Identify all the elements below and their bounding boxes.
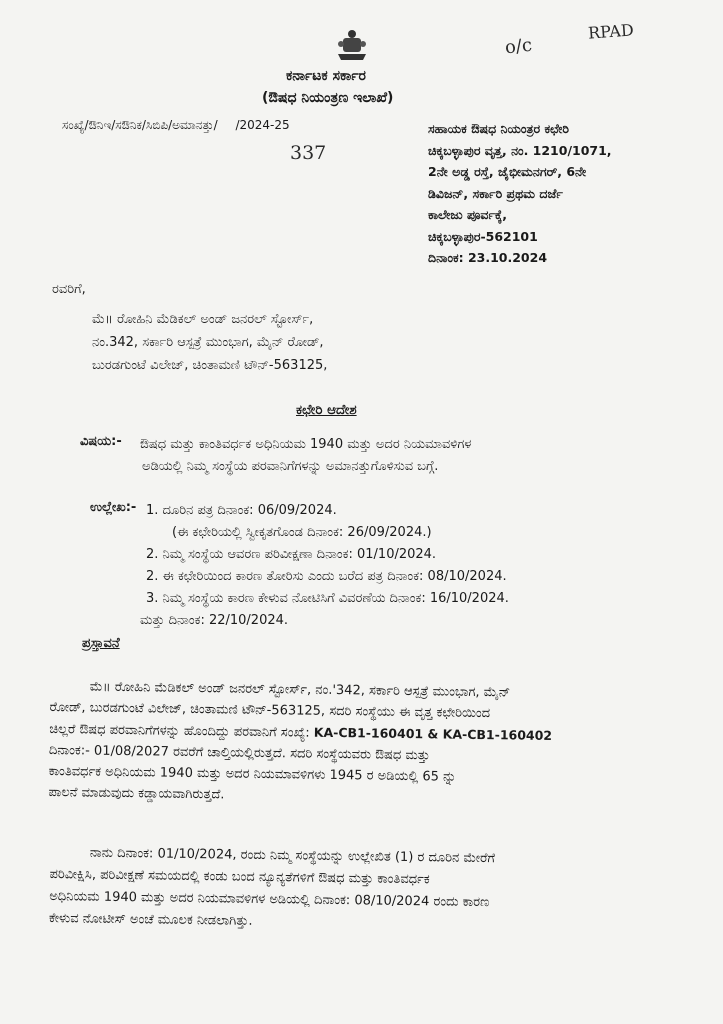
license-line-prefix: ಚಿಲ್ಲರೆ ಔಷಧ ಪರವಾನಿಗೆಗಳನ್ನು ಹೊಂದಿದ್ದು ಪರವಾನಿಗೆ ಸಂಖ್ಯೆ: (49, 721, 310, 741)
reference-item: 2. ನಿಮ್ಮ ಸಂಸ್ಥೆಯ ಆವರಣ ಪರಿವೀಕ್ಷಣಾ ದಿನಾಂಕ: 01/10/2024. (146, 547, 437, 562)
preamble-heading: ಪ್ರಸ್ತಾವನೆ (82, 636, 120, 651)
order-title: ಕಛೇರಿ ಆದೇಶ (296, 402, 357, 418)
handwritten-oc: o/c (503, 34, 534, 59)
address-line: ಸಹಾಯಕ ಔಷಧ ನಿಯಂತ್ರರ ಕಛೇರಿ (428, 121, 570, 136)
recipient-address (92, 308, 327, 377)
paragraph-line: ರೋಡ್, ಬುರಡಗುಂಟೆ ವಿಲೇಜ್, ಚಿಂತಾಮಣಿ ಟೌನ್-563125, ಸದರಿ ಸಂಸ್ಥೆಯು ಈ ವೃತ್ತ ಕಛೇರಿಯಿಂದ (49, 699, 491, 722)
reference-item: (ಈ ಕಛೇರಿಯಲ್ಲಿ ಸ್ವೀಕೃತಗೊಂಡ ದಿನಾಂಕ: 26/09/2024.) (172, 525, 432, 540)
subject-line: ಔಷಧ ಮತ್ತು ಕಾಂತಿವರ್ಧಕ ಅಧಿನಿಯಮ 1940 ಮತ್ತು ಅದರ ನಿಯಮಾವಳಿಗಳ (140, 437, 472, 452)
reference-item: 3. ನಿಮ್ಮ ಸಂಸ್ಥೆಯ ಕಾರಣ ಕೇಳುವ ನೋಟಿಸಿಗೆ ವಿವರಣೆಯ ದಿನಾಂಕ: 16/10/2024. (146, 591, 509, 606)
paragraph-line: ಕಾಂತಿವರ್ಧಕ ಅಧಿನಿಯಮ 1940 ಮತ್ತು ಅದರ ನಿಯಮಾವಳಿಗಳು 1945 ರ ಅಡಿಯಲ್ಲಿ 65 ನ್ನು (48, 763, 457, 785)
reference-item: 2. ಈ ಕಛೇರಿಯಿಂದ ಕಾರಣ ತೋರಿಸು ಎಂದು ಬರೆದ ಪತ್ರ ದಿನಾಂಕ: 08/10/2024. (146, 569, 507, 584)
paragraph-line: ಪರಿವೀಕ್ಷಿಸಿ, ಪರಿವೀಕ್ಷಣೆ ಸಮಯದಲ್ಲಿ ಕಂಡು ಬಂದ ನ್ಯೂನ್ಯತೆಗಳಿಗೆ ಔಷಧ ಮತ್ತು ಕಾಂತಿವರ್ಧಕ (49, 866, 430, 888)
reference-prefix: ಸಂಖ್ಯೆ/ಔನಿಇ/ಸಔನಿಕ/ಸಿಬಿಪಿ/ಅಮಾನತ್ತು/ (62, 118, 218, 132)
handwritten-rpad: RPAD (587, 20, 635, 43)
address-line: ಚಿಕ್ಕಬಳ್ಳಾಪುರ-562101 (428, 228, 538, 244)
reference-list (140, 500, 509, 632)
address-line: ಡಿವಿಜನ್, ಸರ್ಕಾರಿ ಪ್ರಥಮ ದರ್ಜೆ (428, 185, 563, 201)
government-title: ಕರ್ನಾಟಕ ಸರ್ಕಾರ (286, 68, 366, 84)
paragraph-line: ಮೆ॥ ರೋಹಿನಿ ಮೆಡಿಕಲ್ ಅಂಡ್ ಜನರಲ್ ಸ್ಟೋರ್ಸ್, ನಂ.'342, ಸರ್ಕಾರಿ ಆಸ್ಪತ್ರೆ ಮುಂಭಾಗ, ಮೈನ್ (89, 679, 511, 701)
letter-date: ದಿನಾಂಕ: 23.10.2024 (428, 250, 548, 265)
state-emblem-icon (334, 28, 370, 62)
inspection-paragraph (49, 842, 495, 936)
reference-label: ಉಲ್ಲೇಖ:- (90, 500, 137, 515)
handwritten-number: 337 (290, 142, 327, 164)
recipient-line: ಬುರಡಗುಂಟೆ ವಿಲೇಜ್, ಚಿಂತಾಮಣಿ ಟೌನ್-563125, (92, 358, 328, 373)
subject-text (140, 434, 471, 478)
paragraph-line: ಪಾಲನೆ ಮಾಡುವುದು ಕಡ್ಡಾಯವಾಗಿರುತ್ತದೆ. (48, 784, 225, 803)
reference-item: 1. ದೂರಿನ ಪತ್ರ ದಿನಾಂಕ: 06/09/2024. (146, 503, 337, 518)
license-numbers: KA-CB1-160401 & KA-CB1-160402 (313, 724, 553, 744)
paragraph-line: ಅಧಿನಿಯಮ 1940 ಮತ್ತು ಅದರ ನಿಯಮಾವಳಿಗಳ ಅಡಿಯಲ್ಲಿ ದಿನಾಂಕ: 08/10/2024 ರಂದು ಕಾರಣ (49, 888, 490, 911)
reference-number (62, 118, 290, 133)
reference-year: /2024-25 (235, 118, 290, 132)
paragraph-line: ದಿನಾಂಕ:- 01/08/2027 ರವರೆಗೆ ಚಾಲ್ತಿಯಲ್ಲಿರುತ್ತದೆ. ಸದರಿ ಸಂಸ್ಥೆಯವರು ಔಷಧ ಮತ್ತು (48, 742, 431, 764)
reference-item: ಮತ್ತು ದಿನಾಂಕ: 22/10/2024. (140, 613, 289, 628)
preamble-paragraph (48, 676, 553, 810)
address-line: 2ನೇ ಅಡ್ಡ ರಸ್ತೆ, ಜೈಭೀಮನಗರ್, 6ನೇ (428, 164, 587, 179)
paragraph-line: ನಾನು ದಿನಾಂಕ: 01/10/2024, ರಂದು ನಿಮ್ಮ ಸಂಸ್ಥೆಯನ್ನು ಉಲ್ಲೇಖಿತ (1) ರ ದೂರಿನ ಮೇರೆಗೆ (89, 845, 496, 867)
subject-line: ಅಡಿಯಲ್ಲಿ ನಿಮ್ಮ ಸಂಸ್ಥೆಯ ಪರವಾನಿಗೆಗಳನ್ನು ಅಮಾನತ್ತುಗೊಳಿಸುವ ಬಗ್ಗೆ. (142, 459, 439, 474)
address-line: ಚಿಕ್ಕಬಳ್ಳಾಪುರ ವೃತ್ತ, ನಂ. 1210/1071, (428, 142, 612, 158)
office-address (428, 118, 612, 269)
address-line: ಕಾಲೇಜು ಪೂರ್ವಕ್ಕೆ, (428, 207, 507, 222)
subject-label: ವಿಷಯ:- (80, 434, 122, 449)
recipient-line: ನಂ.342, ಸರ್ಕಾರಿ ಆಸ್ಪತ್ರೆ ಮುಂಭಾಗ, ಮೈನ್ ರೋಡ್, (92, 335, 324, 350)
recipient-line: ಮೆ॥ ರೋಹಿನಿ ಮೆಡಿಕಲ್ ಅಂಡ್ ಜನರಲ್ ಸ್ಟೋರ್ಸ್, (92, 312, 314, 327)
recipient-salutation: ರವರಿಗೆ, (52, 282, 86, 297)
paragraph-line: ಕೇಳುವ ನೋಟೀಸ್ ಅಂಚೆ ಮೂಲಕ ನೀಡಲಾಗಿತ್ತು. (48, 910, 253, 929)
department-title: (ಔಷಧ ನಿಯಂತ್ರಣ ಇಲಾಖೆ) (262, 90, 394, 106)
